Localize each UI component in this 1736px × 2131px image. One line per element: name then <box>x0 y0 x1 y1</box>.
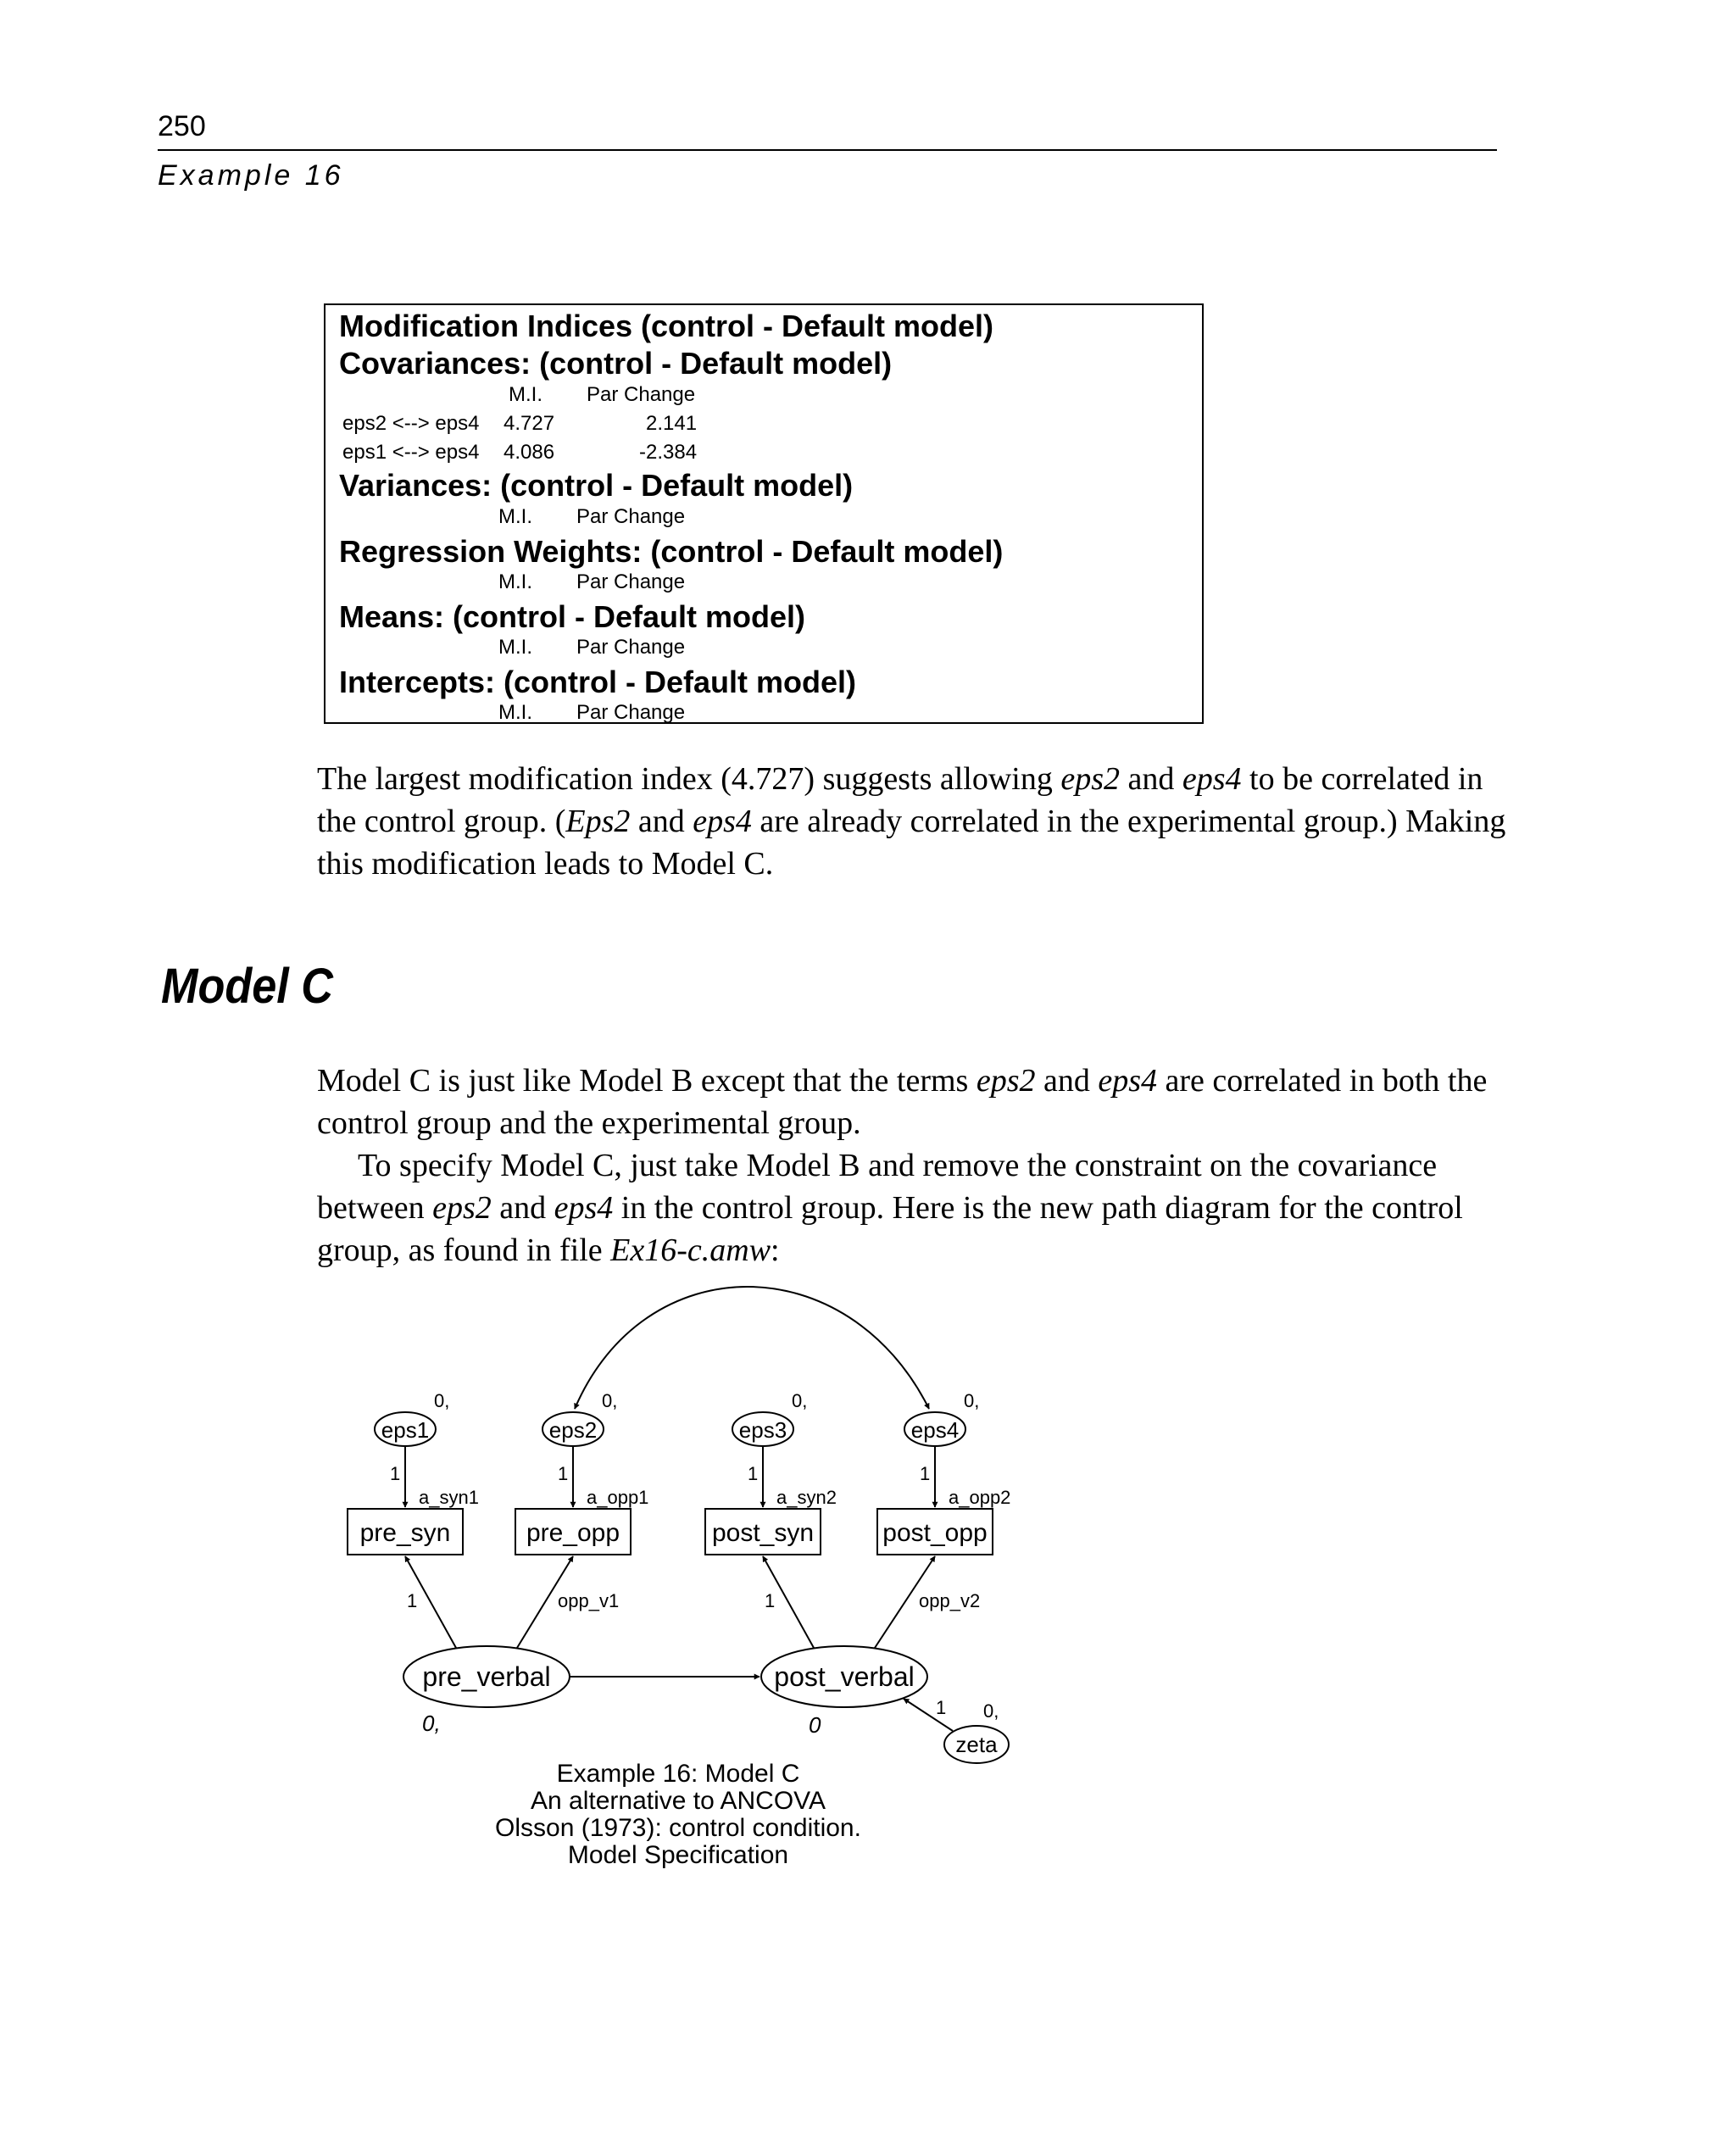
means-col-par: Par Change <box>576 636 686 659</box>
eps2-mean: 0, <box>602 1390 618 1411</box>
loading-pre-syn: 1 <box>407 1590 418 1611</box>
diagram-caption-line: An alternative to ANCOVA <box>531 1787 826 1815</box>
page-number: 250 <box>158 110 206 142</box>
diagram-caption-line: Model Specification <box>567 1841 789 1869</box>
cov-col-par: Par Change <box>587 383 696 406</box>
paragraph-largest-mi: The largest modification index (4.727) suggests allowing eps2 and eps4 to be correlated in the control group. (Eps2 and eps4 are already correlated in the experimental group.) Making this modification leads to Model C. <box>317 761 1506 882</box>
pre-opp-label: pre_opp <box>526 1519 620 1547</box>
var-col-mi: M.I. <box>498 505 532 528</box>
paragraph-specify-model-c: To specify Model C, just take Model B and remove the constraint on the covariance between eps2 and eps4 in the control group. Here is the new path diagram for the control group, as found in file Ex16-c.amw: <box>317 1148 1463 1268</box>
diagram-caption-line: Example 16: Model C <box>556 1760 800 1788</box>
loading-pre-opp: opp_v1 <box>558 1590 620 1611</box>
zeta-label: zeta <box>955 1732 998 1757</box>
eps3-weight: 1 <box>748 1463 759 1484</box>
cov-col-mi: M.I. <box>509 383 542 406</box>
eps4-label: eps4 <box>910 1417 960 1443</box>
covariances-title: Covariances: (control - Default model) <box>339 346 893 381</box>
paragraph-model-c-desc: Model C is just like Model B except that the terms eps2 and eps4 are correlated in both the control group and the experimental group. <box>317 1063 1488 1141</box>
eps3-label: eps3 <box>738 1417 787 1443</box>
section-heading: Model C <box>161 959 333 1014</box>
eps1-label: eps1 <box>381 1417 430 1443</box>
eps3-intercept-label: a_syn2 <box>776 1487 837 1508</box>
int-col-mi: M.I. <box>498 701 532 724</box>
eps1-weight: 1 <box>390 1463 401 1484</box>
post-opp-label: post_opp <box>882 1519 988 1547</box>
zeta-mean: 0, <box>983 1700 999 1722</box>
cov-row-par: 2.141 <box>646 412 698 435</box>
eps3-mean: 0, <box>792 1390 808 1411</box>
pre-verbal-label: pre_verbal <box>422 1661 551 1692</box>
reg-col-mi: M.I. <box>498 570 532 593</box>
intercepts-title: Intercepts: (control - Default model) <box>339 665 857 699</box>
reg-col-par: Par Change <box>576 570 686 593</box>
var-col-par: Par Change <box>576 505 686 528</box>
int-col-par: Par Change <box>576 701 686 724</box>
loading-post-syn: 1 <box>765 1590 776 1611</box>
eps2-intercept-label: a_opp1 <box>587 1487 649 1508</box>
chapter-title: Example 16 <box>158 159 344 192</box>
loading-post-opp: opp_v2 <box>919 1590 981 1611</box>
pre-verbal-mean: 0, <box>422 1711 441 1736</box>
cov-row-mi: 4.727 <box>504 412 555 435</box>
post-verbal-mean: 0 <box>809 1712 821 1738</box>
eps2-label: eps2 <box>548 1417 598 1443</box>
eps4-mean: 0, <box>964 1390 980 1411</box>
cov-row-mi: 4.086 <box>504 441 555 464</box>
pre-syn-label: pre_syn <box>359 1519 451 1547</box>
covariance-eps2-eps4 <box>575 1287 929 1409</box>
post-verbal-label: post_verbal <box>774 1661 915 1692</box>
cov-row-par: -2.384 <box>639 441 698 464</box>
regression-title: Regression Weights: (control - Default model) <box>339 534 1004 569</box>
cov-row-label: eps1 <--> eps4 <box>342 441 480 464</box>
eps2-weight: 1 <box>558 1463 569 1484</box>
zeta-weight: 1 <box>936 1697 947 1718</box>
eps4-intercept-label: a_opp2 <box>949 1487 1011 1508</box>
means-col-mi: M.I. <box>498 636 532 659</box>
eps4-weight: 1 <box>920 1463 931 1484</box>
means-title: Means: (control - Default model) <box>339 599 806 634</box>
eps1-mean: 0, <box>434 1390 450 1411</box>
eps1-intercept-label: a_syn1 <box>419 1487 479 1508</box>
post-syn-label: post_syn <box>711 1519 815 1547</box>
diagram-caption-line: Olsson (1973): control condition. <box>495 1814 861 1842</box>
variances-title: Variances: (control - Default model) <box>339 468 854 503</box>
mi-title: Modification Indices (control - Default model) <box>339 309 994 343</box>
cov-row-label: eps2 <--> eps4 <box>342 412 480 435</box>
